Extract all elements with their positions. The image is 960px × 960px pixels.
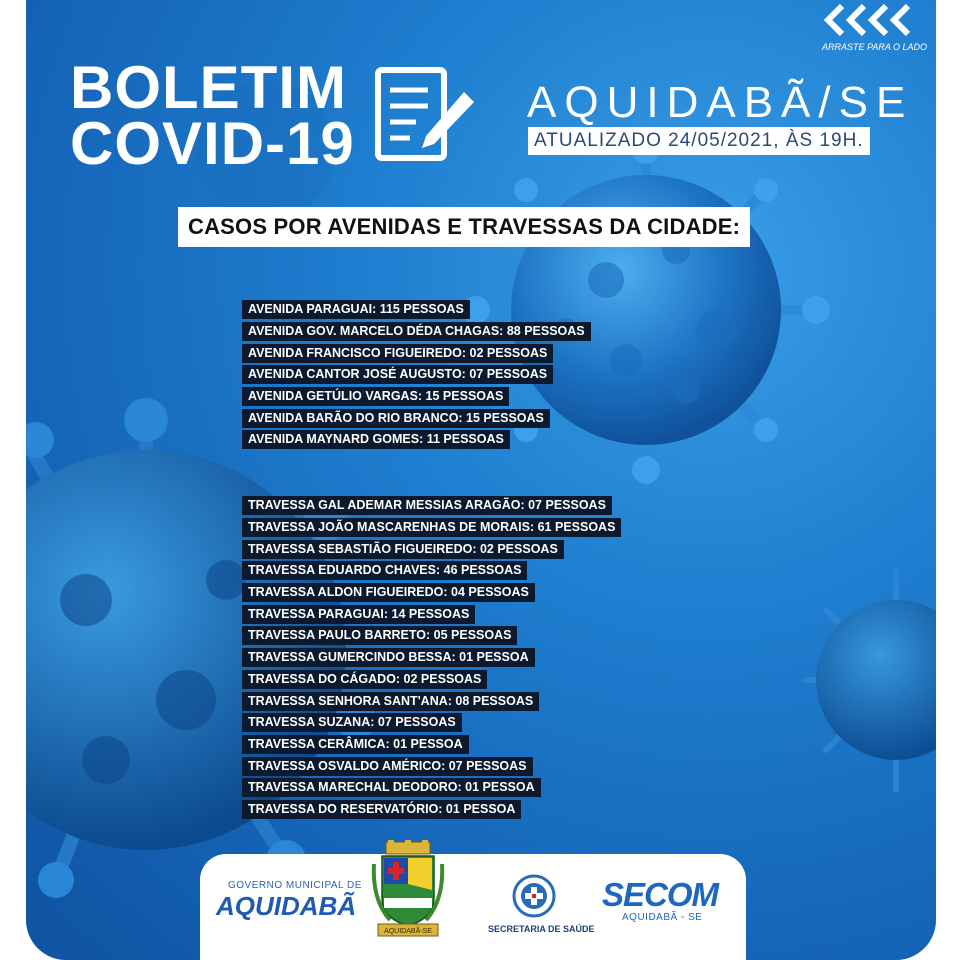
travessa-entry: TRAVESSA JOÃO MASCARENHAS DE MORAIS: 61 PESSOAS	[242, 518, 621, 537]
travessa-entry: TRAVESSA GAL ADEMAR MESSIAS ARAGÃO: 07 PESSOAS	[242, 496, 612, 515]
footer-logos	[200, 854, 746, 960]
list-item	[242, 342, 591, 364]
list-item	[242, 407, 591, 429]
title-line-2: COVID-19	[70, 110, 355, 177]
list-item	[242, 690, 621, 712]
title-line-1: BOLETIM	[70, 54, 347, 121]
document-pen-icon	[372, 64, 480, 164]
travessa-entry: TRAVESSA OSVALDO AMÉRICO: 07 PESSOAS	[242, 757, 533, 776]
travessa-entry: TRAVESSA CERÂMICA: 01 PESSOA	[242, 735, 469, 754]
list-item	[242, 429, 591, 451]
list-item	[242, 495, 621, 517]
list-item	[242, 777, 621, 799]
virus-right	[806, 570, 936, 790]
list-item	[242, 582, 621, 604]
list-item	[242, 386, 591, 408]
list-item	[242, 625, 621, 647]
avenida-entry: AVENIDA CANTOR JOSÉ AUGUSTO: 07 PESSOAS	[242, 365, 553, 384]
list-item	[242, 755, 621, 777]
travessa-entry: TRAVESSA SENHORA SANT'ANA: 08 PESSOAS	[242, 692, 539, 711]
avenida-entry: AVENIDA MAYNARD GOMES: 11 PESSOAS	[242, 430, 510, 449]
bulletin-title	[70, 54, 355, 177]
list-item	[242, 321, 591, 343]
list-item	[242, 647, 621, 669]
list-item	[242, 364, 591, 386]
travessa-entry: TRAVESSA SEBASTIÃO FIGUEIREDO: 02 PESSOAS	[242, 540, 564, 559]
travessa-entry: TRAVESSA EDUARDO CHAVES: 46 PESSOAS	[242, 561, 527, 580]
gov-label: GOVERNO MUNICIPAL DE	[228, 880, 362, 891]
city-name: AQUIDABÃ/SE	[527, 78, 914, 127]
list-item	[242, 799, 621, 821]
section-title: CASOS POR AVENIDAS E TRAVESSAS DA CIDADE:	[178, 207, 750, 247]
right-margin	[936, 0, 960, 960]
list-item	[242, 299, 591, 321]
list-item	[242, 669, 621, 691]
travessa-entry: TRAVESSA PAULO BARRETO: 05 PESSOAS	[242, 626, 517, 645]
avenida-entry: AVENIDA BARÃO DO RIO BRANCO: 15 PESSOAS	[242, 409, 550, 428]
crest-text: AQUIDABÃ-SE	[384, 928, 432, 935]
avenida-entry: AVENIDA FRANCISCO FIGUEIREDO: 02 PESSOAS	[242, 344, 553, 363]
list-item	[242, 560, 621, 582]
travessa-entry: TRAVESSA SUZANA: 07 PESSOAS	[242, 713, 462, 732]
secom-logo: SECOM	[602, 876, 719, 913]
avenidas-list	[242, 299, 591, 451]
list-item	[242, 517, 621, 539]
list-item	[242, 734, 621, 756]
left-margin	[0, 0, 26, 960]
municipal-crest-icon	[370, 840, 446, 940]
travessa-entry: TRAVESSA DO RESERVATÓRIO: 01 PESSOA	[242, 800, 521, 819]
health-secretariat-icon	[512, 874, 556, 918]
list-item	[242, 712, 621, 734]
travessas-list	[242, 495, 621, 820]
swipe-hint: ARRASTE PARA O LADO	[822, 42, 928, 52]
travessa-entry: TRAVESSA ALDON FIGUEIREDO: 04 PESSOAS	[242, 583, 535, 602]
updated-date: ATUALIZADO 24/05/2021, ÀS 19H.	[528, 127, 870, 155]
avenida-entry: AVENIDA GETÚLIO VARGAS: 15 PESSOAS	[242, 387, 509, 406]
gov-city: AQUIDABÃ	[216, 891, 357, 921]
travessa-entry: TRAVESSA DO CÁGADO: 02 PESSOAS	[242, 670, 487, 689]
avenida-entry: AVENIDA PARAGUAI: 115 PESSOAS	[242, 300, 470, 319]
avenida-entry: AVENIDA GOV. MARCELO DÉDA CHAGAS: 88 PESSOAS	[242, 322, 591, 341]
list-item	[242, 538, 621, 560]
secom-subtitle: AQUIDABÃ - SE	[622, 912, 703, 923]
travessa-entry: TRAVESSA MARECHAL DEODORO: 01 PESSOA	[242, 778, 541, 797]
travessa-entry: TRAVESSA PARAGUAI: 14 PESSOAS	[242, 605, 475, 624]
list-item	[242, 603, 621, 625]
travessa-entry: TRAVESSA GUMERCINDO BESSA: 01 PESSOA	[242, 648, 535, 667]
health-secretariat-label: SECRETARIA DE SAÚDE	[488, 924, 595, 934]
